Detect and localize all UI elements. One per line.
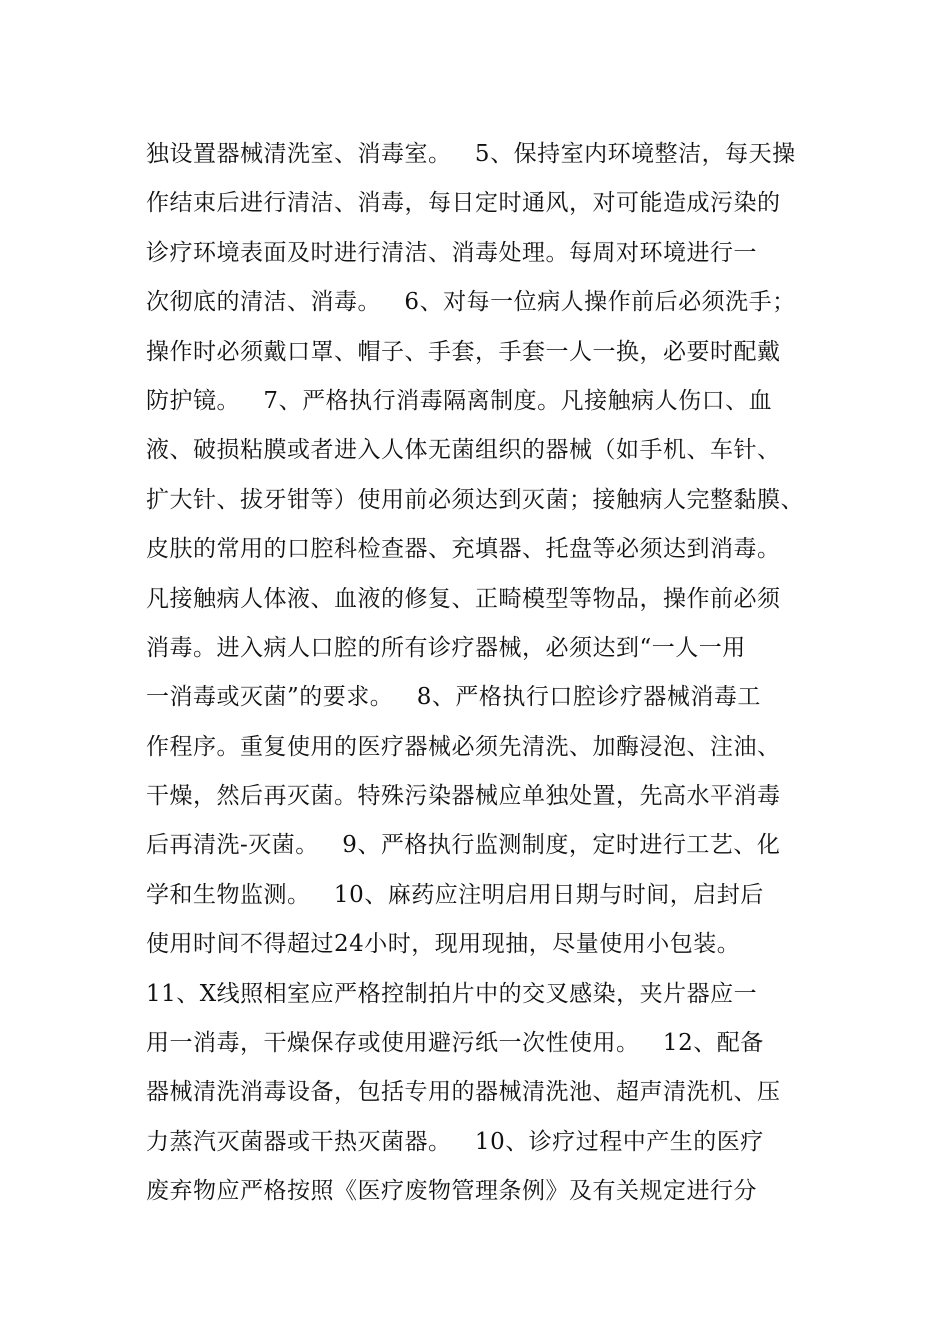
text-line: 废弃物应严格按照《医疗废物管理条例》及有关规定进行分 [146, 1178, 757, 1205]
text-line: 器械清洗消毒设备，包括专用的器械清洗池、超声清洗机、压 [146, 1079, 781, 1106]
text-line: 力蒸汽灭菌器或干热灭菌器。 10、诊疗过程中产生的医疗 [146, 1128, 764, 1155]
text-line: 操作时必须戴口罩、帽子、手套，手套一人一换，必要时配戴 [146, 338, 781, 365]
text-line: 凡接触病人体液、血液的修复、正畸模型等物品，操作前必须 [146, 585, 781, 612]
body-text [146, 130, 836, 1217]
text-line: 使用时间不得超过24小时，现用现抽，尽量使用小包装。 [146, 931, 741, 958]
text-line: 诊疗环境表面及时进行清洁、消毒处理。每周对环境进行一 [146, 239, 757, 266]
text-line: 独设置器械清洗室、消毒室。 5、保持室内环境整洁，每天操 [146, 141, 796, 167]
text-line: 作结束后进行清洁、消毒，每日定时通风，对可能造成污染的 [146, 190, 781, 217]
text-line: 液、破损粘膜或者进入人体无菌组织的器械（如手机、车针、 [146, 437, 781, 464]
text-line: 学和生物监测。 10、麻药应注明启用日期与时间，启封后 [146, 881, 764, 908]
text-line: 干燥，然后再灭菌。特殊污染器械应单独处置，先高水平消毒 [146, 783, 781, 810]
text-line: 消毒。进入病人口腔的所有诊疗器械，必须达到“一人一用 [146, 634, 746, 661]
text-line: 防护镜。 7、严格执行消毒隔离制度。凡接触病人伤口、血 [146, 387, 773, 414]
text-line: 11、X线照相室应严格控制拍片中的交叉感染，夹片器应一 [146, 980, 758, 1007]
text-line: 作程序。重复使用的医疗器械必须先清洗、加酶浸泡、注油、 [146, 733, 781, 760]
text-line: 皮肤的常用的口腔科检查器、充填器、托盘等必须达到消毒。 [146, 536, 781, 563]
text-line: 次彻底的清洁、消毒。 6、对每一位病人操作前后必须洗手； [146, 289, 796, 316]
text-line: 后再清洗-灭菌。 9、严格执行监测制度，定时进行工艺、化 [146, 832, 781, 859]
text-line: 扩大针、拔牙钳等）使用前必须达到灭菌；接触病人完整黏膜、 [146, 486, 804, 513]
text-line: 用一消毒，干燥保存或使用避污纸一次性使用。 12、配备 [146, 1030, 764, 1057]
text-line: 一消毒或灭菌”的要求。 8、严格执行口腔诊疗器械消毒工 [146, 684, 761, 711]
